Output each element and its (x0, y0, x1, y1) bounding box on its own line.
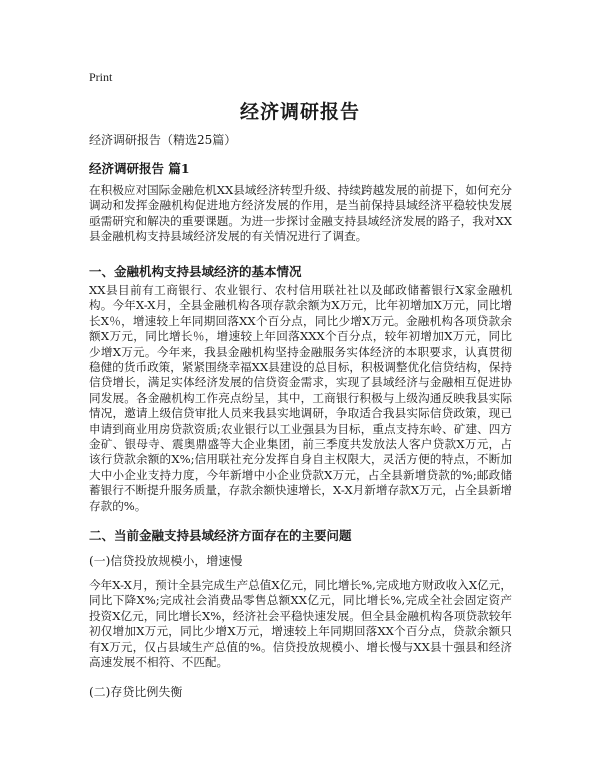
subsection1-heading: (一)信贷投放规模小，增速慢 (89, 554, 243, 568)
intro-paragraph: 在积极应对国际金融危机XX县域经济转型升级、持续跨越发展的前提下，如何充分调动和发挥金融机构促进地方经济发展的作用，是当前保持县域经济平稳较快发展亟需研究和解决的重要课题。为进一步探讨金融支持县域经济发展的路子，我对XX县金融机构支持县域经济发展的有关情况进行了调查。 (89, 183, 512, 244)
subsection2-heading: (二)存贷比例失衡 (89, 685, 183, 699)
document-subtitle: 经济调研报告（精选25篇） (89, 133, 237, 147)
print-label[interactable]: Print (89, 70, 113, 84)
subsection1-paragraph: 今年X-X月，预计全县完成生产总值X亿元，同比增长%,完成地方财政收入X亿元，同比下降X%;完成社会消费品零售总额XX亿元，同比增长%,完成全社会固定资产投资X亿元，同比增长X%，经济社会平稳快速发展。但全县金融机构各项贷款较年初仅增加X万元，同比少增X万元，增速较上年同期回落XX个百分点，贷款余额只有X万元，仅占县域生产总值的%。信贷投放规模小、增长慢与XX县十强县和经济高速发展不相符、不匹配。 (89, 578, 512, 670)
section2-heading: 二、当前金融支持县域经济方面存在的主要问题 (89, 528, 352, 543)
section1-paragraph: XX县目前有工商银行、农业银行、农村信用联社社以及邮政储蓄银行X家金融机构。今年X-X月，全县金融机构各项存款余额为X万元，比年初增加X万元，同比增长X％，增速较上年同期回落XX个百分点，同比少增X万元。金融机构各项贷款余额X万元，同比增长％，增速较上年回落XXX个百分点，较年初增加X万元，同比少增X万元。今年来，我县金融机构坚持金融服务实体经济的本职要求，认真贯彻稳健的货币政策，紧紧围绕幸福XX县建设的总目标，积极调整优化信贷结构，保持信贷增长，满足实体经济发展的信贷资金需求，实现了县域经济与金融相互促进协同发展。各金融机构工作亮点纷呈，其中，工商银行积极与上级沟通反映我县实际情况，邀请上级信贷审批人员来我县实地调研，争取适合我县实际信贷政策，现已申请到商业用房贷款资质;农业银行以工业强县为目标，重点支持东岭、矿建、四方金矿、银母寺、震奥鼎盛等大企业集团，前三季度共发放法人客户贷款X万元，占该行贷款余额的X%;信用联社充分发挥自身自主权限大，灵活方便的特点，不断加大中小企业支持力度，今年新增中小企业贷款X万元，占全县新增贷款的%;邮政储蓄银行不断提升服务质量，存款余额快速增长，X-X月新增存款X万元，占全县新增存款的%。 (89, 283, 512, 513)
section1-heading: 一、金融机构支持县域经济的基本情况 (89, 264, 302, 279)
document-title: 经济调研报告 (239, 101, 360, 123)
part-heading: 经济调研报告 篇1 (89, 161, 190, 176)
